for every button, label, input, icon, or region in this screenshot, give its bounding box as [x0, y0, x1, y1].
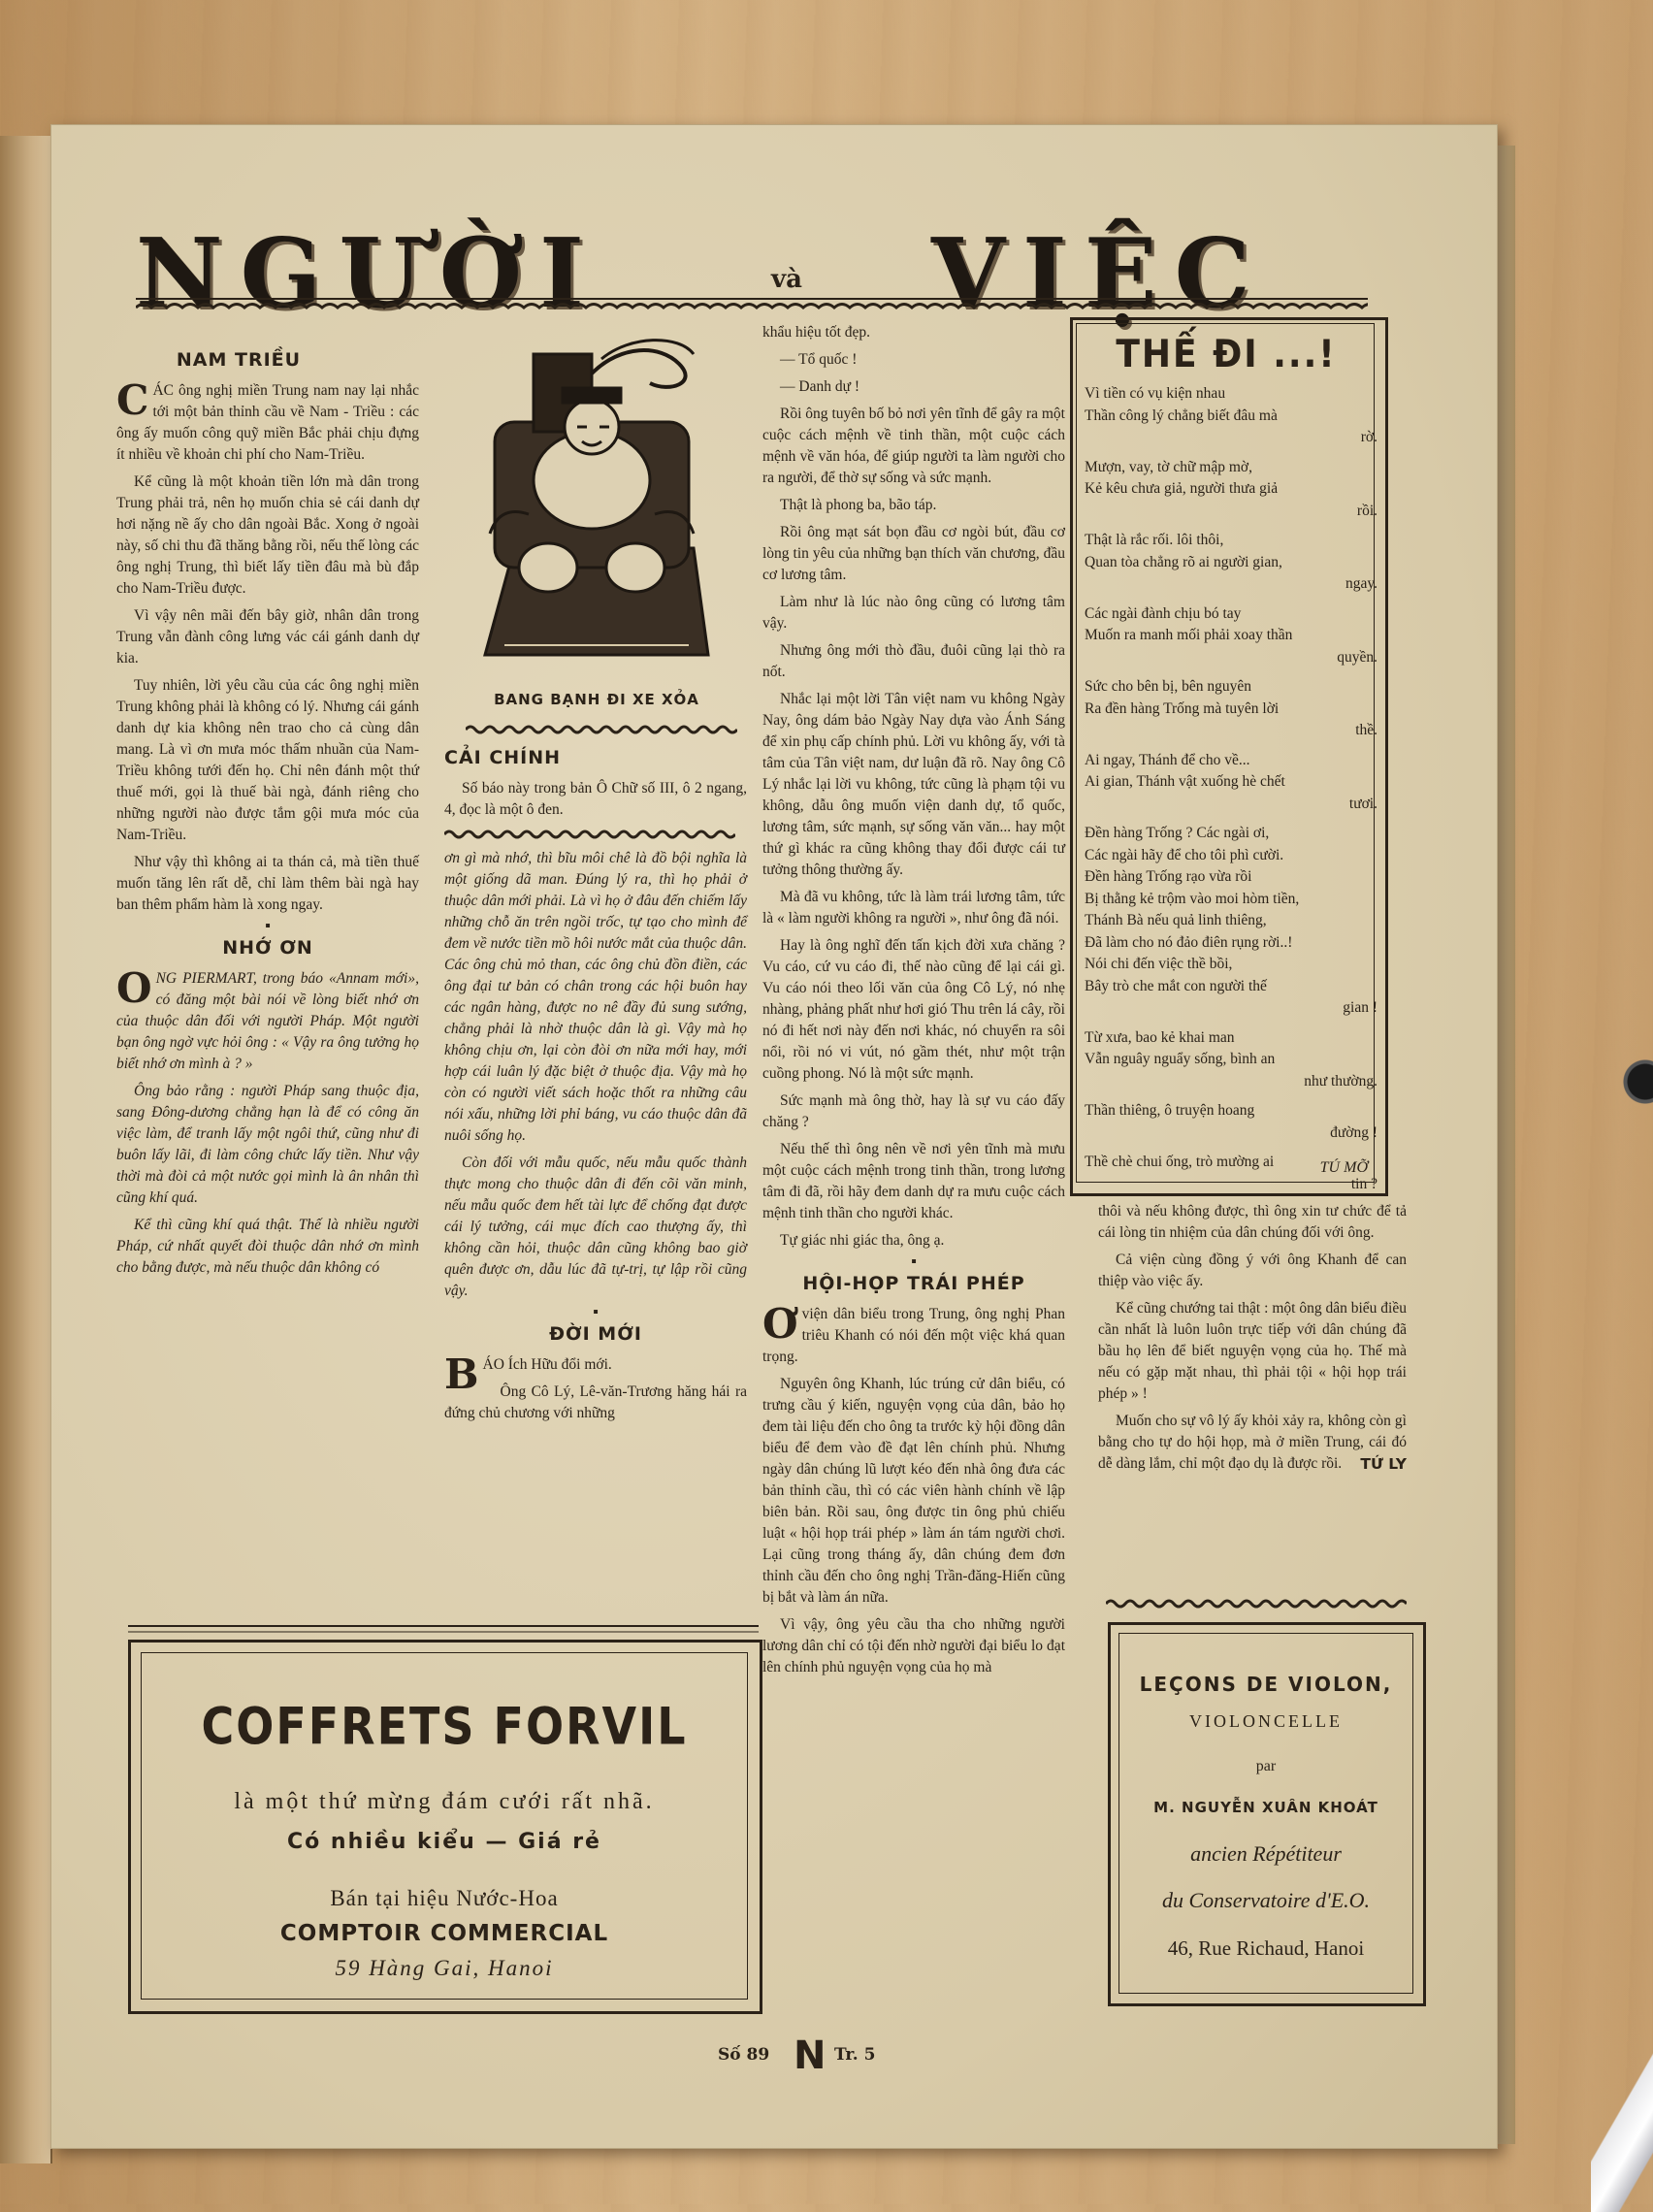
dropcap-c: C	[116, 376, 149, 424]
poem-line: Đền hàng Trống rạo vừa rồi	[1085, 868, 1252, 885]
poem-line: Ai ngay, Thánh để cho về...	[1085, 751, 1250, 768]
poem-line: Thật là rắc rối. lôi thôi,	[1085, 532, 1224, 548]
poem-line: Muốn ra manh mối phải xoay thần	[1085, 627, 1293, 643]
poem-line: Mượn, vay, tờ chữ mập mờ,	[1085, 458, 1252, 475]
hoi-hop-cont-p3: Kể cũng chướng tai thật : một ông dân biểu điều cần nhất là luôn luôn trực tiếp với dân chúng đã bầu họ lên để biết nguyện vọng của họ. Thế mà nếu có gặp mặt nhau, thì phải tội « hội họp trái phép » !	[1098, 1300, 1407, 1402]
left-book-edge	[0, 136, 52, 2163]
poem-line: Vẫn nguây nguẩy sống, bình an	[1085, 1051, 1276, 1067]
poem-line: đường !	[1330, 1123, 1378, 1141]
poem-line: Đền hàng Trống ? Các ngài ơi,	[1085, 825, 1270, 841]
violin-line1: LEÇONS DE VIOLON,	[1139, 1673, 1393, 1696]
poem-line: Thần công lý chẳng biết đâu mà	[1085, 407, 1278, 424]
right-page-edge	[1496, 146, 1515, 2144]
nho-on-p2: Ông bảo rằng : người Pháp sang thuộc địa, sang Đông-dương chẳng hạn là để có công ăn việc làm, để tranh lấy một ngôi thứ, cũng như đi buôn lấy lãi, đi làm công chức lấy tiền. Như vậy thời mà đòi cả một nước gọi mình là ân nhân thì cũng khí quá.	[116, 1083, 419, 1206]
violin-lessons-ad	[1108, 1622, 1426, 2006]
doi-moi-cont-p3: Rồi ông mạt sát bọn đầu cơ ngòi bút, đầu cơ lòng tin yêu của những bạn thích văn chương, đầu cơ lương tâm.	[762, 524, 1065, 583]
poem-line: rồi.	[1356, 502, 1378, 519]
stanza-gap	[1085, 1092, 1378, 1100]
stanza-gap	[1085, 522, 1378, 530]
hoi-hop-p3: Vì vậy, ông yêu cầu tha cho những người lương dân chỉ có tội đến nhờ người đại biểu lo đạt lên chính phủ nguyện vọng của họ mà	[762, 1616, 1065, 1675]
forvil-line4: COMPTOIR COMMERCIAL	[279, 1921, 609, 1946]
nam-trieu-p4: Tuy nhiên, lời yêu cầu của các ông nghị miền Trung không phải là không có lý. Nhưng cái gánh danh dự kia không nên trao cho cả cùng dân mang. Là vì ơn mưa móc thấm nhuần của Nam-Triều không tưới đến họ. Chỉ nên đánh một thứ thuế mới, gọi là thuế bài ngà, đánh riêng cho những người nào được tắm gội mưa móc của Nam-Triều.	[116, 677, 419, 843]
poem-line: Thần thiêng, ô truyện hoang	[1085, 1102, 1255, 1119]
issue-number: Số 89	[718, 2045, 770, 2065]
poem-line: rờ.	[1360, 429, 1378, 445]
doi-moi-cont-p2: Thật là phong ba, bão táp.	[780, 497, 937, 513]
doi-moi-cont-p9: Sức mạnh mà ông thờ, hay là sự vu cáo đấy chăng ?	[762, 1092, 1065, 1130]
violin-line7: 46, Rue Richaud, Hanoi	[1167, 1936, 1365, 1960]
poem-line: Thánh Bà nếu quả linh thiêng,	[1085, 912, 1267, 928]
illustration-caption: BANG BẠNH ĐI XE XỎA	[494, 691, 699, 708]
forvil-line3: Bán tại hiệu Nước-Hoa	[330, 1886, 559, 1910]
forvil-title: COFFRETS FORVIL	[201, 1695, 688, 1757]
violin-line2: VIOLONCELLE	[1189, 1711, 1343, 1731]
hoi-hop-cont-p4: Muốn cho sự vô lý ấy khỏi xảy ra, không còn gì bằng cho tự do hội họp, mà ở miền Trung, cái đó dễ dàng lắm, chỉ một đạo dụ là được rồi.	[1098, 1413, 1407, 1472]
violin-ad-inner	[1118, 1633, 1413, 1994]
footer-logo: N	[794, 2033, 826, 2078]
stanza-gap	[1085, 742, 1378, 750]
doi-moi-cont-p5: Nhưng ông mới thò đầu, đuôi cũng lại thò ra nốt.	[762, 642, 1065, 680]
the-di-signature: TÚ MỠ	[1319, 1159, 1368, 1176]
column-2	[444, 747, 747, 1430]
binder-clip	[1618, 1038, 1653, 1125]
column-3	[762, 322, 1065, 1684]
nam-trieu-heading: NAM TRIỀU	[176, 349, 302, 371]
poem-line: Bị thằng kẻ trộm vào moi hòm tiền,	[1085, 890, 1300, 907]
nho-on-heading: NHỚ ƠN	[222, 937, 313, 959]
ads-top-rule	[128, 1622, 759, 1636]
the-di-poem	[1085, 383, 1378, 1195]
nho-on-continued-p1: ơn gì mà nhớ, thì bĩu môi chê là đồ bội nghĩa là một giống dã man. Đúng lý ra, thì họ phải ở thuộc dân mới phải. Là vì họ ở đâu đến chiếm lấy những chỗ ăn trên ngồi trốc, tự tạo cho mình để đem về nước tiền mồ hôi nước mắt của thuộc dân. Các ông chủ mỏ than, các ông chủ đồn điền, các ông đại tư bản có chân trong các hội buôn hay các ngân hàng, được no nê đầy đủ sung sướng, chẳng phải là nhờ thuộc dân là gì. Vậy mà họ không chịu ơn, lại còn đòi ơn nữa mới hay, mới hợp cái luân lý đặc biệt ở thuộc địa. Vậy mà họ còn có người viết sách hoặc thốt ra những câu nói xấu, những lời phỉ báng, vu cáo thuộc dân đã nuôi sống họ.	[444, 850, 747, 1144]
poem-line: Nói chi đến việc thề bồi,	[1085, 956, 1233, 972]
stanza-gap	[1085, 596, 1378, 603]
separator-dot: ▪	[265, 918, 271, 934]
page-footer	[679, 2033, 931, 2078]
nam-trieu-p3: Vì vậy nên mãi đến bây giờ, nhân dân trong Trung vẫn đành công lưng vác cái gánh danh dự kia.	[116, 607, 419, 667]
hoi-hop-cont-p1: thôi và nếu không được, thì ông xin tư chức để tả cái lòng tin nhiệm của dân chúng đối với ông.	[1098, 1203, 1407, 1241]
nho-on-p3: Kể thì cũng khí quá thật. Thế là nhiều người Pháp, cứ nhất quyết đòi thuộc dân nhớ ơn mình cho bằng được, mà nếu thuộc dân không có	[116, 1217, 419, 1276]
dropcap-o: O	[116, 964, 152, 1012]
hoi-hop-heading: HỘI-HỌP TRÁI PHÉP	[802, 1273, 1025, 1294]
page-number: Tr. 5	[834, 2045, 876, 2065]
poem-line: quyền.	[1337, 648, 1378, 666]
poem-line: Vì tiền có vụ kiện nhau	[1085, 385, 1226, 402]
nam-trieu-p2: Kể cũng là một khoản tiền lớn mà dân trong Trung phải trả, nên họ muốn chia sẻ cái danh dự hơi nặng nề ấy cho dân ngoài Bắc. Xong ở ngoài này, số chi thu đã thăng bằng rồi, nếu thế lòng các ông nghị Trung, thì biết lấy tiền đâu mà bù đắp cho Nam-Triều được.	[116, 473, 419, 597]
poem-line: như thường.	[1304, 1072, 1378, 1090]
cartoon-illustration	[456, 335, 737, 674]
poem-line: Ai gian, Thánh vật xuống hè chết	[1085, 773, 1285, 790]
nho-on-continued-p2: Còn đối với mẫu quốc, nếu mẫu quốc thành thực mong cho thuộc dân đi đến cõi văn minh, nếu mẫu quốc đem hết tài lực để chống đạt được cái lý tưởng, cái mục đích cao thượng ấy, thì không cần hỏi, thuộc dân cũng không bao giờ quên được ơn, dẫu lúc đã tự-trị, tự lập rồi cũng vậy.	[444, 1155, 747, 1299]
poem-line: thề.	[1355, 722, 1378, 738]
doi-moi-heading: ĐỜI MỚI	[549, 1323, 642, 1345]
column-4-rule	[1106, 1597, 1407, 1610]
masthead-left-word: NGƯỜI	[136, 218, 601, 330]
poem-line: Quan tòa chẳng rõ ai người gian,	[1085, 553, 1282, 570]
stanza-gap	[1085, 449, 1378, 457]
poem-line: Kẻ kêu chưa giả, người thưa giả	[1085, 480, 1279, 497]
doi-moi-p1: BÁO Ích Hữu đổi mới.	[444, 1350, 612, 1398]
poem-line: gian !	[1343, 999, 1378, 1016]
column-4	[1098, 1201, 1407, 1475]
masthead-va: và	[771, 265, 802, 294]
the-di-title: THẾ ĐI ...!	[1116, 332, 1337, 377]
hoi-hop-p1: Ơviện dân biểu trong Trung, ông nghị Phan triêu Khanh có nói đến một việc khá quan trọng.	[762, 1300, 1065, 1365]
cai-chinh-p1: Số báo này trong bản Ô Chữ số III, ô 2 ngang, 4, đọc là một ô đen.	[444, 780, 747, 818]
hoi-hop-cont-p2: Cả viện cùng đồng ý với ông Khanh để can thiệp vào việc ấy.	[1098, 1252, 1407, 1289]
doi-moi-cont-p6: Nhắc lại một lời Tân việt nam vu không Ngày Nay, ông dám bảo Ngày Nay dựa vào Ánh Sáng để xin phụ cấp chính phủ. Lời vu không ấy, với tà tâm của Tân việt nam, dư luận đã rõ. Nay ông Cô Lý nhắc lại lời vu không, tức cũng là phạm tội vu không, dẫu ông muốn viện danh dự, tổ quốc, lương tâm, sức mạnh, sự sống văn văn... hay một thứ gì khác ra cũng không thay đổi được cái tư tưởng thông thường ấy.	[762, 691, 1065, 878]
doi-moi-cont-p11: Tự giác nhi giác tha, ông ạ.	[780, 1232, 945, 1249]
stanza-gap	[1085, 668, 1378, 676]
poem-line: Các ngài đành chịu bó tay	[1085, 604, 1242, 622]
caption-wavy-rule	[466, 723, 737, 736]
stanza-gap	[1085, 1144, 1378, 1152]
nam-trieu-p5: Như vậy thì không ai ta thán cả, mà tiền thuế muốn tăng lên rất dễ, chỉ làm thêm bài ngà hay ban thêm phẩm hàm là xong ngay.	[116, 854, 419, 913]
doi-moi-cont-p1: Rồi ông tuyên bố bỏ nơi yên tĩnh để gây ra một cuộc cách mệnh về tinh thần, một cuộc cách mệnh về văn hóa, để giúp người ta làm người cho ra người, để thờ sự sống và sức mạnh.	[762, 406, 1065, 486]
poem-line: Từ xưa, bao kẻ khai man	[1085, 1028, 1235, 1046]
forvil-line5: 59 Hàng Gai, Hanoi	[335, 1956, 554, 1980]
forvil-ad-inner	[141, 1652, 748, 2000]
poem-line: Thề chè chui ống, trò mường ai	[1085, 1154, 1275, 1170]
poem-line: Ra đền hàng Trống mà tuyên lời	[1085, 699, 1280, 717]
forvil-line2: Có nhiều kiểu — Giá rẻ	[287, 1830, 601, 1854]
hoi-hop-p2: Nguyên ông Khanh, lúc trúng cử dân biểu, có trưng cầu ý kiến, nguyện vọng của dân, bảo họ đem tài liệu đến cho ông ta trước kỳ hội đồng dân biểu để đem vào đề đạt lên chính phủ. Nhưng ngày dân chúng lũ lượt kéo đến nhà ông đưa các bản thỉnh cầu, thì có các viên hành chính về lập biên bản. Rồi sau, ông được tin ông phủ chiếu luật « hội họp trái phép » làm án tám người chơi. Lại cũng trong tháng ấy, dân chúng đem đơn thỉnh cầu đến cho ông nghị Trần-đăng-Hiến cũng bị bắt và làm án nữa.	[762, 1376, 1065, 1606]
doi-moi-cont-p10: Nếu thế thì ông nên về nơi yên tĩnh mà mưu một cuộc cách mệnh trong tinh thần, trong lương tâm đi đã, rồi hãy đem danh dự ra mưu cuộc cách mệnh tinh thần cho người khác.	[762, 1141, 1065, 1221]
poem-line: Đã làm cho nó đảo điên rụng rời..!	[1085, 933, 1293, 951]
separator-dot-2: ▪	[593, 1304, 599, 1320]
stanza-gap	[1085, 1020, 1378, 1027]
doi-moi-cont-l2: — Danh dự !	[780, 378, 860, 395]
doi-moi-cont-l1: — Tổ quốc !	[780, 351, 858, 368]
separator-dot-3: ▪	[911, 1253, 917, 1270]
pen-object	[1591, 2047, 1653, 2212]
violin-line6: du Conservatoire d'E.O.	[1161, 1888, 1371, 1912]
doi-moi-cont-p8: Hay là ông nghĩ đến tấn kịch đời xưa chăng ? Vu cáo, cứ vu cáo đi, thế nào cũng để lại cái gì. Vu cáo nói theo lối văn của ông Cô Lý, nó nhẹ nhàng, phảng phất như hơi gió Thu trên lá cây, rồi nó đi hết nơi này đến nơi khác, nó chuyển ra sôi nổi, rồi nó vi vút, nó gầm thét, như một trận cuồng phong. Nó là một sức mạnh.	[762, 937, 1065, 1082]
doi-moi-p2: Ông Cô Lý, Lê-văn-Trương hăng hái ra đứng chủ chương với những	[444, 1383, 747, 1421]
masthead-right-word: VIỆC	[931, 218, 1268, 330]
nam-trieu-p1: CÁC ông nghị miền Trung nam nay lại nhắc tới một bản thỉnh cầu về Nam - Triều : các ông ấy muốn công quỹ miền Bắc phải chịu đựng ít nhiều về khoản chi phí cho Nam-Triều.	[116, 376, 419, 463]
violin-line4: M. NGUYỄN XUÂN KHOÁT	[1153, 1799, 1378, 1816]
forvil-line1: là một thứ mừng đám cưới rất nhã.	[234, 1789, 655, 1814]
nho-on-p1: ONG PIERMART, trong báo «Annam mới», có đăng một bài nói về lòng biết nhớ ơn của thuộc dân đối với người Pháp. Một người bạn ông ngờ vực hỏi ông : « Vậy ra ông tưởng họ biết nhớ ơn mình à ? »	[116, 964, 419, 1072]
doi-moi-cont-p7: Mà đã vu không, tức là làm trái lương tâm, tức là « làm người không ra người », như ông đã nói.	[762, 889, 1065, 927]
violin-line3: par	[1255, 1758, 1277, 1774]
cai-chinh-rule	[444, 828, 735, 841]
poem-line: tin ?	[1350, 1175, 1378, 1192]
poem-line: ngay.	[1345, 575, 1378, 592]
stanza-gap	[1085, 815, 1378, 823]
forvil-ad	[128, 1640, 762, 2014]
violin-line5: ancien Répétiteur	[1190, 1841, 1342, 1866]
poem-line: Bây trò che mắt con người thế	[1085, 977, 1267, 994]
poem-line: tươi.	[1348, 795, 1378, 812]
doi-moi-cont-p4: Làm như là lúc nào ông cũng có lương tâm vậy.	[762, 594, 1065, 632]
dropcap-b: B	[444, 1350, 479, 1398]
dropcap-o2: Ơ	[762, 1300, 798, 1348]
poem-line: Các ngài hãy để cho tôi phì cười.	[1085, 846, 1284, 863]
doi-moi-cont-p0: khẩu hiệu tốt đẹp.	[762, 324, 871, 341]
masthead-wavy-rule	[136, 293, 1368, 314]
poem-line: Sức cho bên bị, bên nguyên	[1085, 678, 1251, 695]
column-1	[116, 349, 419, 1285]
hoi-hop-signature: TỨ LY	[1360, 1455, 1407, 1473]
cai-chinh-heading: CẢI CHÍNH	[444, 747, 562, 768]
